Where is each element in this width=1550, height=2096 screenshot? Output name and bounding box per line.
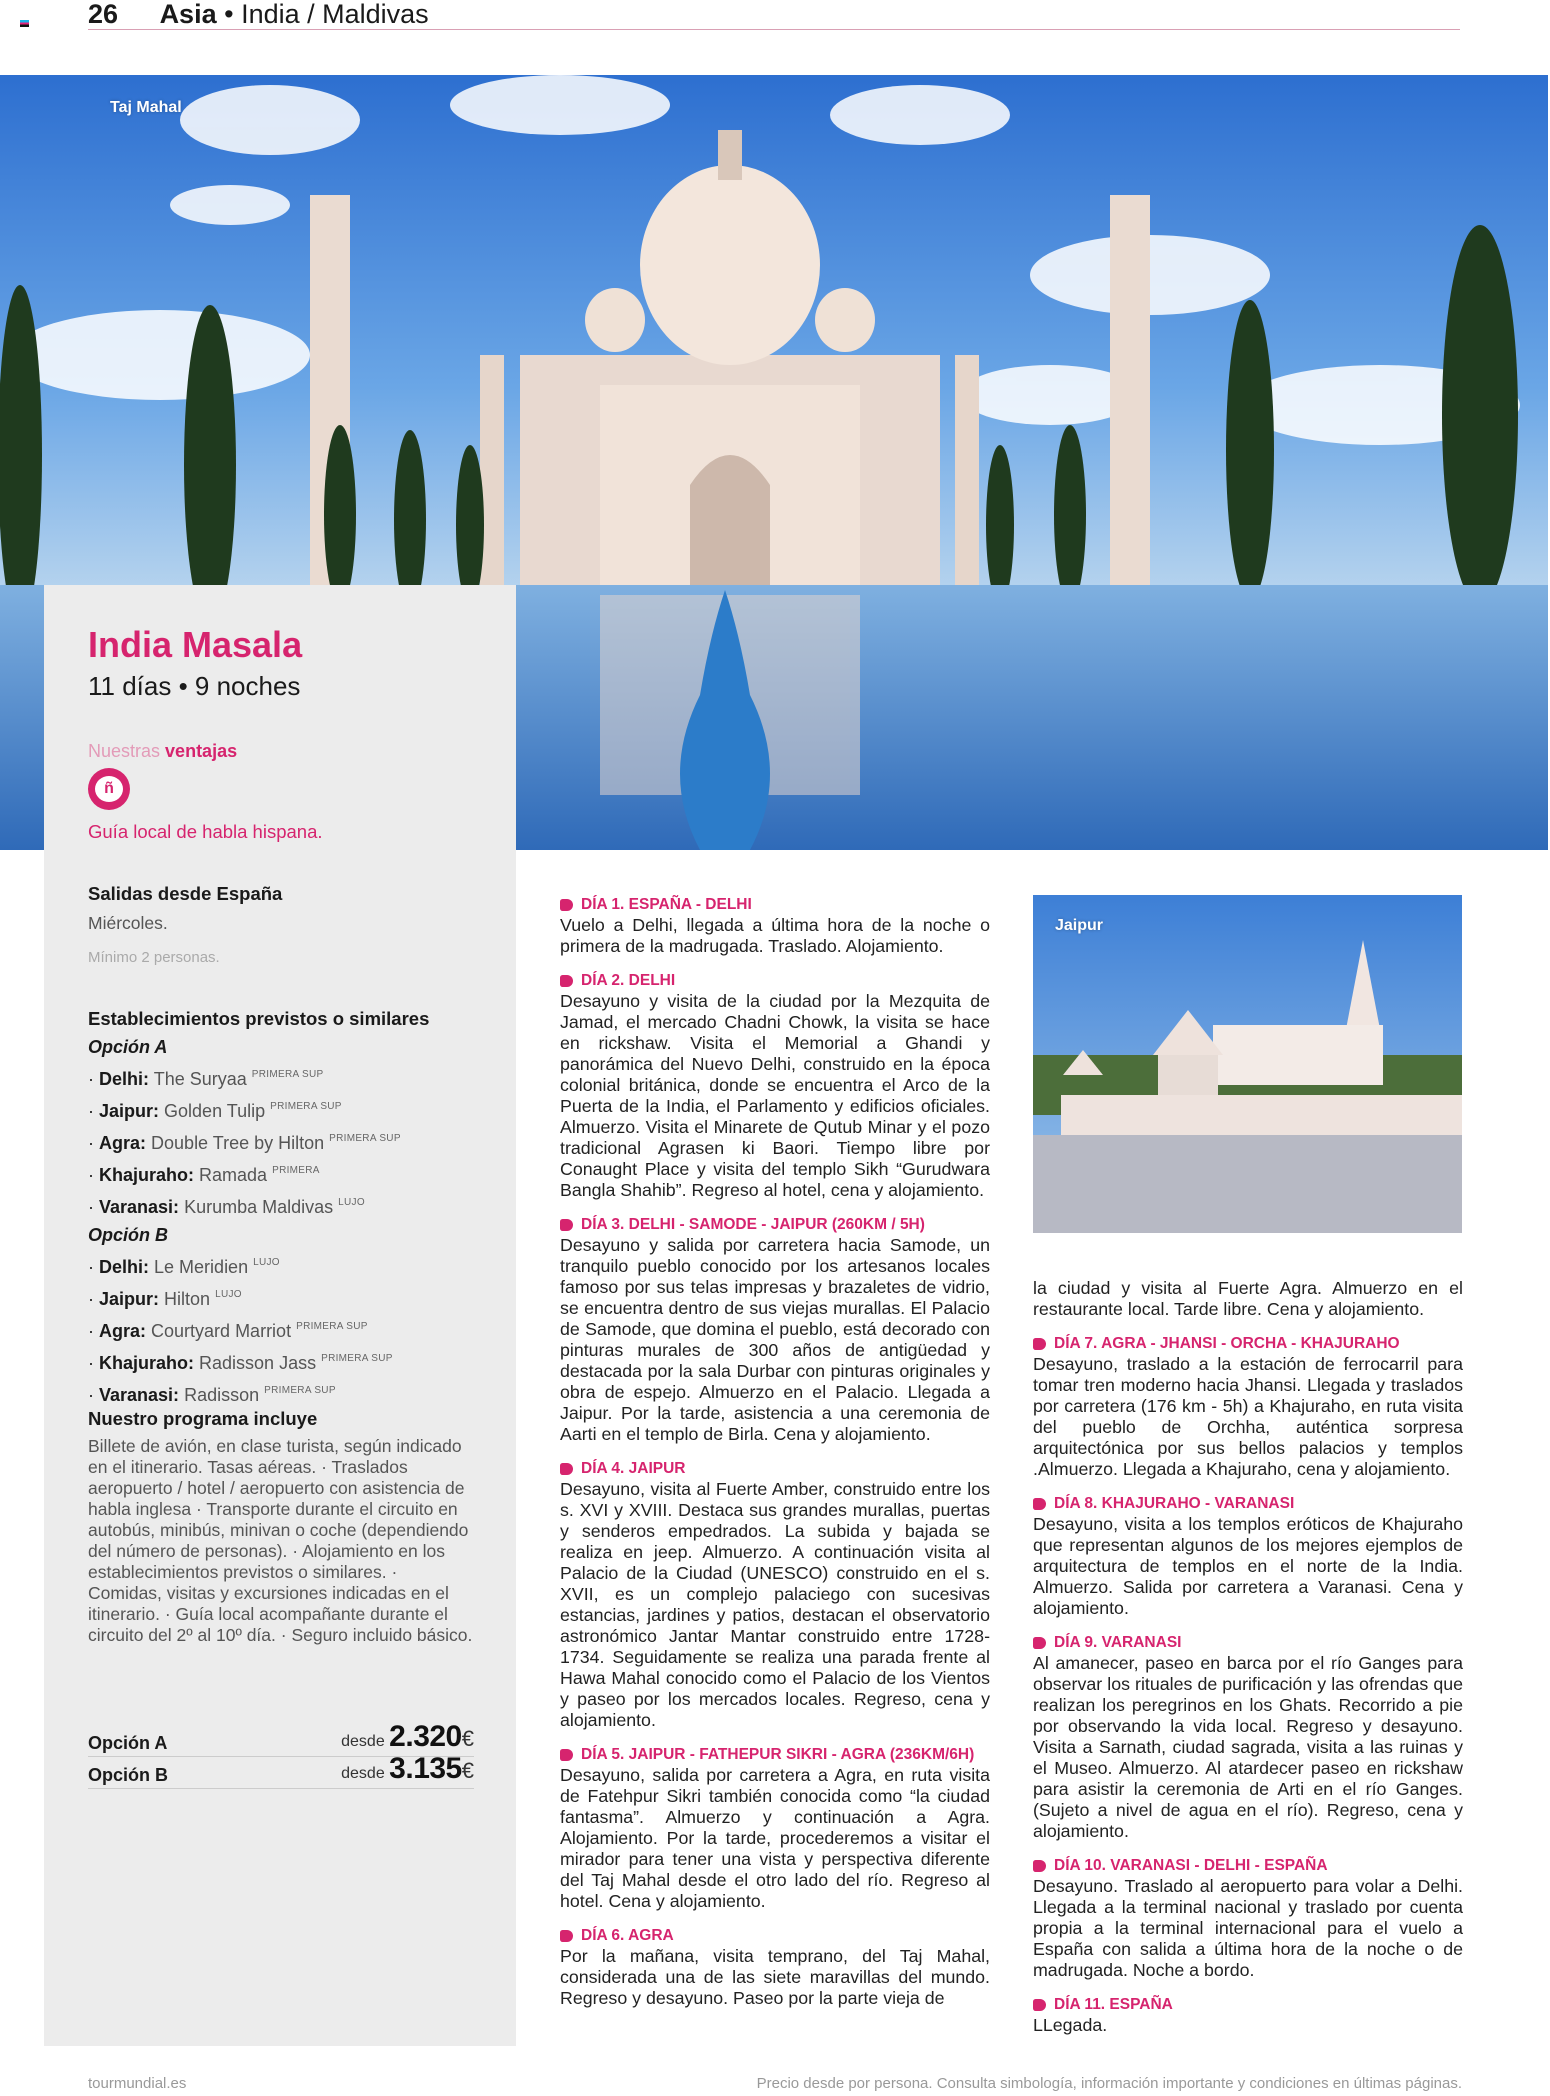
footer-disclaimer: Precio desde por persona. Consulta simbología, información importante y condiciones en últimas páginas. — [756, 2075, 1462, 2092]
price-amount: 2.320 — [389, 1720, 462, 1753]
tour-title: India Masala — [88, 624, 303, 665]
hotels-heading: Establecimientos previstos o similares — [88, 1008, 430, 1029]
hotel-list-item: · Agra: Courtyard Marriot $^{PRIMERA SUP}$ — [88, 1321, 368, 1341]
itinerary-day — [560, 1745, 990, 1912]
day-description: Vuelo a Delhi, llegada a última hora de la noche o primera de la madrugada. Traslado. Alojamiento. — [560, 915, 990, 956]
day-marker-icon — [1033, 1999, 1046, 2011]
icon-glyph: ñ — [95, 776, 123, 802]
hotel-name: The Suryaa — [153, 1069, 247, 1089]
day-title: DÍA 6. AGRA — [581, 1927, 674, 1944]
print-color-marks — [20, 20, 29, 27]
day-description: LLegada. — [1033, 2015, 1108, 2035]
footer-website[interactable]: tourmundial.es — [88, 2075, 187, 2092]
hotel-city: Delhi: — [99, 1069, 150, 1089]
day-heading — [1033, 1334, 1463, 1354]
day-description: Desayuno y salida por carretera hacia Samode, un tranquilo pueblo conocido por los artesanos locales famoso por sus telas impresas y brazaletes de vidrio, se encuentra dentro de sus viejas murallas. El Palacio de Samode, que domina el pueblo, está decorado con pinturas murales de 300 años de antigüedad y destacada por la sala Durbar con pinturas originales y obra de espejo. Almuerzo en el Palacio. Llegada a Jaipur. Por la tarde, asistencia a una ceremonia de Aarti en el templo de Birla. Cena y alojamiento. — [560, 1235, 990, 1444]
includes-heading: Nuestro programa incluye — [88, 1408, 318, 1429]
separator: • — [224, 0, 234, 29]
hotel-list-item: · Varanasi: Radisson $^{PRIMERA SUP}$ — [88, 1385, 336, 1405]
hotel-list-item: · Varanasi: Kurumba Maldivas $^{LUJO}$ — [88, 1197, 365, 1217]
hotel-category: PRIMERA SUP — [329, 1133, 401, 1144]
option-b-label: Opción B — [88, 1225, 168, 1245]
day-heading — [560, 1215, 990, 1235]
hotel-city: Varanasi: — [99, 1197, 180, 1217]
minimum-people: Mínimo 2 personas. — [88, 949, 220, 966]
day-heading — [560, 1459, 990, 1479]
hotel-category: PRIMERA — [272, 1165, 320, 1176]
hotel-category: PRIMERA SUP — [296, 1321, 368, 1332]
day-marker-icon — [560, 1930, 573, 1942]
day-title: DÍA 3. DELHI - SAMODE - JAIPUR (260KM / 5H) — [581, 1216, 925, 1233]
hotel-category: PRIMERA SUP — [264, 1385, 336, 1396]
option-a-label: Opción A — [88, 1037, 168, 1057]
day-title: DÍA 10. VARANASI - DELHI - ESPAÑA — [1054, 1857, 1328, 1874]
day-marker-icon — [560, 1219, 573, 1231]
price-row-option-b — [88, 1752, 474, 1789]
hotels-section — [88, 1005, 429, 1409]
hotel-list-item: · Jaipur: Golden Tulip $^{PRIMERA SUP}$ — [88, 1101, 342, 1121]
hotel-name: Radisson — [184, 1385, 260, 1405]
day-title: DÍA 9. VARANASI — [1054, 1634, 1182, 1651]
day-description: Desayuno y visita de la ciudad por la Mezquita de Jamad, el mercado Chadni Chowk, la visita se hace en rickshaw. Visita el Memorial a Ghandi y panorámica del Nuevo Delhi, construido en la época colonial británica, donde se encuentra el Arco de la Puerta de la India, el Parlamento y edificios oficiales. Almuerzo. Visita el Minarete de Qutub Minar y el pozo tradicional Agrasen ki Baori. Tiempo libre por Conaught Place y visita del templo Sikh “Gurudwara Bangla Shahib”. Regreso al hotel, cena y alojamiento. — [560, 991, 990, 1200]
section-title: Asia — [159, 0, 217, 29]
hotel-name: Le Meridien — [154, 1257, 249, 1277]
day-heading — [1033, 1995, 1463, 2015]
itinerary-day — [560, 1926, 990, 2009]
itinerary-day — [560, 971, 990, 1201]
hotel-name: Golden Tulip — [164, 1101, 266, 1121]
hotel-name: Hilton — [164, 1289, 211, 1309]
itinerary-column-2 — [1033, 1278, 1463, 2050]
price-table — [88, 1720, 474, 1789]
day-description: Al amanecer, paseo en barca por el río Ganges para observar los rituales de purificación y las ofrendas que realizan los peregrinos en los Ghats. Recorrido a pie por observando la vida local. Regreso y desayuno. Visita a Sarnath, ciudad sagrada, visita a las ruinas y el Museo. Almuerzo. Al atardecer paseo en rickshaw para asistir la ceremonia de Arti en el río Ganges. (Sujeto a nivel de agua en el río). Regreso, cena y alojamiento. — [1033, 1653, 1463, 1841]
hotel-name: Courtyard Marriot — [151, 1321, 292, 1341]
price-option-label: Opción B — [88, 1765, 168, 1785]
day-heading — [560, 1926, 990, 1946]
hotel-city: Varanasi: — [99, 1385, 180, 1405]
day-heading — [1033, 1856, 1463, 1876]
day-title: DÍA 5. JAIPUR - FATHEPUR SIKRI - AGRA (236KM/6H) — [581, 1746, 975, 1763]
hotel-city: Delhi: — [99, 1257, 150, 1277]
hotel-category: LUJO — [253, 1257, 280, 1268]
day-description: Desayuno, salida por carretera a Agra, en ruta visita de Fatehpur Sikri también conocida como “la ciudad fantasma”. Almuerzo y continuación a Agra. Alojamiento. Por la tarde, procederemos a visitar el mirador para tener una vista y perspectiva diferente del Taj Mahal desde el otro lado del río. Regreso al hotel. Cena y alojamiento. — [560, 1765, 990, 1911]
hotel-city: Khajuraho: — [99, 1165, 195, 1185]
day-marker-icon — [560, 1463, 573, 1475]
tour-summary-panel — [44, 585, 516, 2046]
day-title: DÍA 7. AGRA - JHANSI - ORCHA - KHAJURAHO — [1054, 1335, 1400, 1352]
hotel-city: Agra: — [99, 1321, 147, 1341]
hotel-category: PRIMERA SUP — [251, 1069, 324, 1080]
price-from: desde — [341, 1733, 385, 1750]
day-marker-icon — [1033, 1637, 1046, 1649]
page-number: 26 — [88, 0, 119, 29]
itinerary-day — [560, 1459, 990, 1731]
departure-days: Miércoles. — [88, 913, 168, 933]
day-marker-icon — [1033, 1860, 1046, 1872]
photo-jaipur-temple — [1033, 895, 1462, 1233]
spanish-speech-bubble-icon — [88, 768, 130, 810]
day-heading — [560, 971, 990, 991]
day-marker-icon — [560, 899, 573, 911]
day-description: Desayuno. Traslado al aeropuerto para volar a Delhi. Llegada a la terminal nacional y traslado por cuenta propia a la terminal internacional para el vuelo a España con salida a última hora de la noche o de madrugada. Noche a bordo. — [1033, 1876, 1463, 1980]
hotel-city: Jaipur: — [99, 1101, 160, 1121]
day-heading — [1033, 1494, 1463, 1514]
hotel-list-item: · Agra: Double Tree by Hilton $^{PRIMERA SUP}$ — [88, 1133, 401, 1153]
itinerary-column-1 — [560, 895, 990, 2023]
photo-label-jaipur: Jaipur — [1055, 917, 1104, 934]
advantages-word: ventajas — [165, 741, 238, 761]
day-title: DÍA 8. KHAJURAHO - VARANASI — [1054, 1495, 1295, 1512]
includes-text: Billete de avión, en clase turista, según indicado en el itinerario. Tasas aéreas. · Traslados aeropuerto / hotel / aeropuerto con asistencia de habla inglesa · Transporte durante el circuito en autobús, minibús, minivan o coche (dependiendo del número de personas). · Alojamiento en los establecimientos previstos o similares. · Comidas, visitas y excursiones indicadas en el itinerario. · Guía local acompañante durante el circuito del 2º al 10º día. · Seguro incluido básico. — [88, 1436, 473, 1645]
hotel-name: Ramada — [199, 1165, 268, 1185]
day-title: DÍA 1. ESPAÑA - DELHI — [581, 896, 752, 913]
hotel-list-item: · Khajuraho: Ramada $^{PRIMERA}$ — [88, 1165, 320, 1185]
day-title: DÍA 11. ESPAÑA — [1054, 1996, 1173, 2013]
day-title: DÍA 4. JAIPUR — [581, 1460, 686, 1477]
hotel-name: Radisson Jass — [199, 1353, 317, 1373]
day-heading — [560, 1745, 990, 1765]
hotel-category: LUJO — [338, 1197, 365, 1208]
hotel-list-item: · Delhi: Le Meridien $^{LUJO}$ — [88, 1257, 280, 1277]
day-heading — [1033, 1633, 1463, 1653]
itinerary-day — [560, 895, 990, 957]
day-description: Por la mañana, visita temprano, del Taj Mahal, considerada una de las siete maravillas del mundo. Regreso y desayuno. Paseo por la parte vieja de — [560, 1946, 990, 2008]
itinerary-day — [1033, 1995, 1463, 2036]
page-header — [88, 0, 1460, 30]
itinerary-day — [1033, 1494, 1463, 1619]
price-option-label: Opción A — [88, 1733, 168, 1753]
day-marker-icon — [560, 1749, 573, 1761]
hero-photo-label: Taj Mahal — [110, 99, 182, 116]
hotel-name: Double Tree by Hilton — [151, 1133, 325, 1153]
price-from: desde — [341, 1765, 385, 1782]
day-description: Desayuno, visita a los templos eróticos de Khajuraho que representan algunos de los mejores ejemplos de arquitectura de templos en el norte de la India. Almuerzo. Salida por carretera a Varanasi. Cena y alojamiento. — [1033, 1514, 1463, 1618]
hotel-list-item: · Jaipur: Hilton $^{LUJO}$ — [88, 1289, 242, 1309]
advantages-heading — [88, 741, 237, 762]
price-amount: 3.135 — [389, 1752, 462, 1785]
price-currency: € — [461, 1726, 474, 1751]
hotel-city: Khajuraho: — [99, 1353, 195, 1373]
day-marker-icon — [1033, 1498, 1046, 1510]
subsection-title: India / Maldivas — [241, 0, 429, 29]
itinerary-day — [1033, 1334, 1463, 1480]
hotel-category: LUJO — [215, 1289, 242, 1300]
advantage-text: Guía local de habla hispana. — [88, 821, 323, 842]
hotel-list-item: · Khajuraho: Radisson Jass $^{PRIMERA SUP}$ — [88, 1353, 393, 1373]
itinerary-day — [560, 1215, 990, 1445]
hotel-city: Agra: — [99, 1133, 147, 1153]
advantages-prefix: Nuestras — [88, 741, 161, 761]
hotel-name: Kurumba Maldivas — [184, 1197, 334, 1217]
day-marker-icon — [1033, 1338, 1046, 1350]
hotel-category: PRIMERA SUP — [321, 1353, 393, 1364]
itinerary-day — [1033, 1278, 1463, 1320]
day-description: Desayuno, visita al Fuerte Amber, construido entre los s. XVI y XVIII. Destaca sus grandes murallas, puertas y senderos empedrados. La subida y bajada se realiza en jeep. Almuerzo. A continuación visita al Palacio de la Ciudad (UNESCO) construido en el s. XVII, es un complejo palaciego con sucesivas estancias, jardines y patios, destacan el observatorio astronómico Jantar Mantar construido entre 1728-1734. Seguidamente se realiza una parada frente al Hawa Mahal conocido como el Palacio de los Vientos y paseo por los mercados locales. Regreso, cena y alojamiento. — [560, 1479, 990, 1730]
hotel-city: Jaipur: — [99, 1289, 160, 1309]
day-title: DÍA 2. DELHI — [581, 972, 676, 989]
day-description: Desayuno, traslado a la estación de ferrocarril para tomar tren moderno hacia Jhansi. Llegada y traslados por carretera (176 km - 5h) a Khajuraho, en ruta visita del pueblo de Orchha, auténtica sorpresa arquitectónica por sus bellos palacios y templos .Almuerzo. Llegada a Khajuraho, cena y alojamiento. — [1033, 1354, 1463, 1479]
day-description: la ciudad y visita al Fuerte Agra. Almuerzo en el restaurante local. Tarde libre. Cena y alojamiento. — [1033, 1278, 1463, 1319]
departures-heading: Salidas desde España — [88, 883, 283, 904]
itinerary-day — [1033, 1633, 1463, 1842]
day-marker-icon — [560, 975, 573, 987]
itinerary-day — [1033, 1856, 1463, 1981]
day-heading — [560, 895, 990, 915]
price-currency: € — [461, 1758, 474, 1783]
hotel-list-item: · Delhi: The Suryaa $^{PRIMERA SUP}$ — [88, 1069, 324, 1089]
hotel-category: PRIMERA SUP — [270, 1101, 342, 1112]
tour-duration: 11 días • 9 noches — [88, 671, 301, 701]
